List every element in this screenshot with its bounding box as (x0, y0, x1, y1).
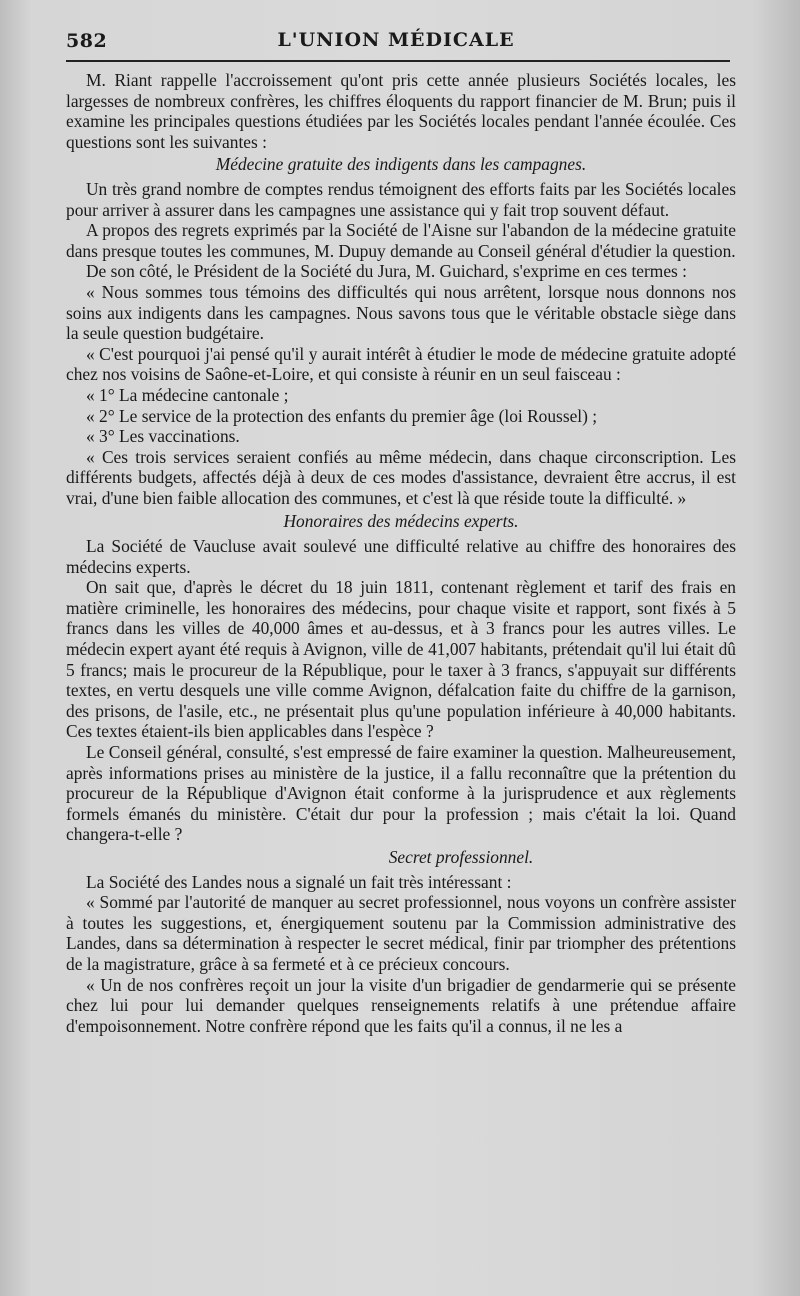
journal-title: L'UNION MÉDICALE (277, 29, 515, 51)
paragraph: Le Conseil général, consulté, s'est empressé de faire examiner la question. Malheureusement, après informations prises au ministère de la justice, il a fallu reconnaître que la prétention du procureur de la République d'Avignon était conforme à la jurisprudence et aux règlements formels émanés du ministère. C'était dur pour la profession ; mais c'était la loi. Quand changera-t-elle ? (66, 742, 736, 845)
quotation-list-item: « 1° La médecine cantonale ; (86, 384, 289, 405)
paragraph: On sait que, d'après le décret du 18 juin 1811, contenant règlement et tarif des frais en matière criminelle, les honoraires des médecins, pour chaque visite et rapport, sont fixés à 5 francs dans les villes de 40,000 âmes et au-dessus, et à 3 francs pour les autres villes. Le médecin expert ayant été requis à Avignon, ville de 41,007 habitants, prétendait qu'il lui était dû 5 francs; mais le procureur de la République, pour le taxer à 3 francs, s'appuyait sur différents textes, en vertu desquels une ville comme Avignon, défalcation faite du chiffre de la garnison, des prisons, de l'asile, etc., ne présentait plus qu'une population inférieure à 40,000 habitants. Ces textes étaient-ils bien applicables dans l'espèce ? (66, 577, 736, 742)
section-heading-honoraires: Honoraires des médecins experts. (283, 511, 519, 532)
paragraph: La Société des Landes nous a signalé un fait très intéressant : (86, 871, 512, 892)
paragraph-intro: M. Riant rappelle l'accroissement qu'ont pris cette année plusieurs Sociétés locales, les largesses de nombreux confrères, les chiffres éloquents du rapport financier de M. Brun; puis il examine les principales questions étudiées par les Sociétés locales pendant l'année écoulée. Ces questions sont les suivantes : (66, 70, 736, 152)
paragraph: Un très grand nombre de comptes rendus témoignent des efforts faits par les Sociétés locales pour arriver à assurer dans les campagnes une assistance qui y fait trop souvent défaut. (66, 178, 736, 220)
page-header (66, 24, 726, 58)
section-heading-secret-professionnel: Secret professionnel. (388, 846, 534, 867)
quotation-paragraph: « C'est pourquoi j'ai pensé qu'il y aurait intérêt à étudier le mode de médecine gratuite adopté chez nos voisins de Saône-et-Loire, et qui consiste à réunir en un seul faisceau : (66, 343, 736, 385)
article-body (66, 70, 736, 1036)
page-number: 582 (66, 30, 108, 52)
quotation-paragraph: « Nous sommes tous témoins des difficultés qui nous arrêtent, lorsque nous donnons nos soins aux indigents dans les campagnes. Nous savons tous que le véritable obstacle siège dans la seule question budgétaire. (66, 281, 736, 344)
quotation-list-item: « 2° Le service de la protection des enfants du premier âge (loi Roussel) ; (86, 405, 598, 426)
quotation-paragraph: « Un de nos confrères reçoit un jour la visite d'un brigadier de gendarmerie qui se présente chez lui pour lui demander quelques renseignements relatifs à une prétendue affaire d'empoisonnement. Notre confrère répond que les faits qu'il a connus, il ne les a (66, 974, 736, 1036)
paragraph: De son côté, le Président de la Société du Jura, M. Guichard, s'exprime en ces termes : (86, 261, 687, 282)
quotation-paragraph: « Ces trois services seraient confiés au même médecin, dans chaque circonscription. Les différents budgets, affectés déjà à deux de ces modes d'assistance, devraient être accrus, il est vrai, d'une bien faible allocation des communes, et c'est là que réside toute la difficulté. » (66, 446, 736, 508)
section-heading-medecine-gratuite: Médecine gratuite des indigents dans les campagnes. (215, 154, 587, 175)
paragraph: La Société de Vaucluse avait soulevé une difficulté relative au chiffre des honoraires des médecins experts. (66, 536, 736, 577)
paragraph: A propos des regrets exprimés par la Société de l'Aisne sur l'abandon de la médecine gratuite dans presque toutes les communes, M. Dupuy demande au Conseil général d'étudier la question. (66, 220, 736, 261)
header-rule (66, 60, 730, 62)
quotation-list-item: « 3° Les vaccinations. (86, 426, 240, 447)
quotation-paragraph: « Sommé par l'autorité de manquer au secret professionnel, nous voyons un confrère assister à toutes les suggestions, et, énergiquement soutenu par la Commission administrative des Landes, dans sa détermination à respecter le secret médical, finir par triompher des prétentions de la magistrature, grâce à sa fermeté et à ce précieux concours. (66, 892, 736, 974)
